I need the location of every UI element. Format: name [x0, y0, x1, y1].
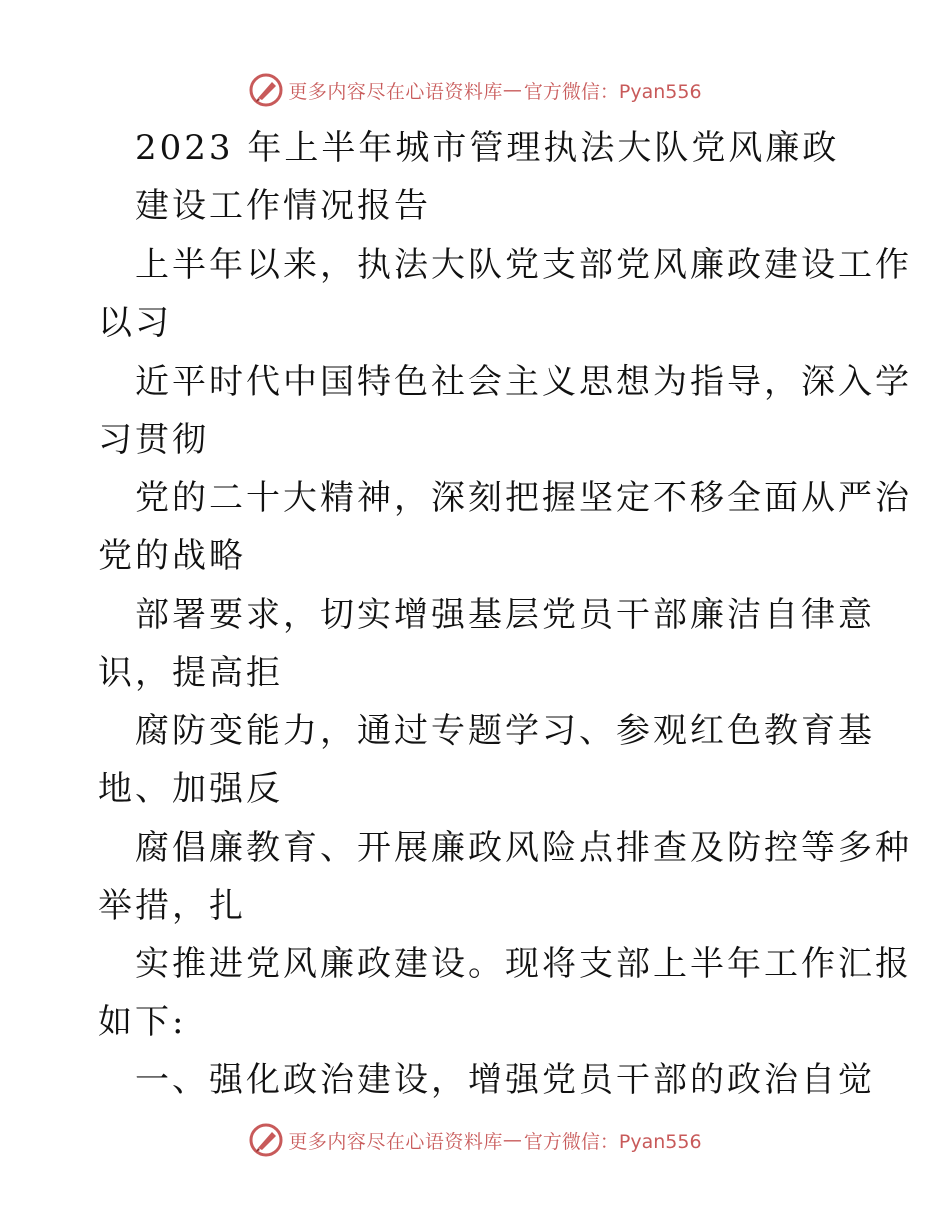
- paragraph-line: 党的二十大精神，深刻把握坚定不移全面从严治: [135, 478, 912, 518]
- paragraph-line: 地、加强反: [98, 769, 283, 809]
- footer-watermark: [0, 1120, 950, 1160]
- document-title-line-2: 建设工作情况报告: [135, 186, 431, 226]
- pen-logo-icon: [248, 1122, 284, 1158]
- paragraph-line: 腐倡廉教育、开展廉政风险点排查及防控等多种: [135, 828, 912, 868]
- paragraph-line: 上半年以来，执法大队党支部党风廉政建设工作: [135, 245, 912, 285]
- paragraph-line: 识，提高拒: [98, 653, 283, 693]
- paragraph-line: 如下:: [98, 1002, 187, 1042]
- pen-logo-icon: [248, 72, 284, 108]
- watermark-official: 官方微信：Pyan556: [523, 1130, 702, 1153]
- watermark-dash: —: [502, 1129, 522, 1151]
- paragraph-line: 腐防变能力，通过专题学习、参观红色教育基: [135, 711, 875, 751]
- paragraph-line: 近平时代中国特色社会主义思想为指导，深入学: [135, 362, 912, 402]
- paragraph-line: 实推进党风廉政建设。现将支部上半年工作汇报: [135, 944, 912, 984]
- header-watermark: [0, 70, 950, 110]
- paragraph-line: 以习: [98, 303, 172, 343]
- paragraph-line: 党的战略: [98, 536, 246, 576]
- watermark-dash: —: [502, 79, 522, 101]
- watermark-text: 更多内容尽在心语资料库: [288, 1130, 503, 1153]
- watermark-text: 更多内容尽在心语资料库: [288, 80, 503, 103]
- paragraph-line: 部署要求，切实增强基层党员干部廉洁自律意: [135, 595, 875, 635]
- watermark-official: 官方微信：Pyan556: [523, 80, 702, 103]
- paragraph-line: 习贯彻: [98, 420, 209, 460]
- section-heading: 一、强化政治建设，增强党员干部的政治自觉: [135, 1060, 875, 1100]
- document-title-line-1: 2023 年上半年城市管理执法大队党风廉政: [135, 128, 840, 168]
- paragraph-line: 举措，扎: [98, 886, 246, 926]
